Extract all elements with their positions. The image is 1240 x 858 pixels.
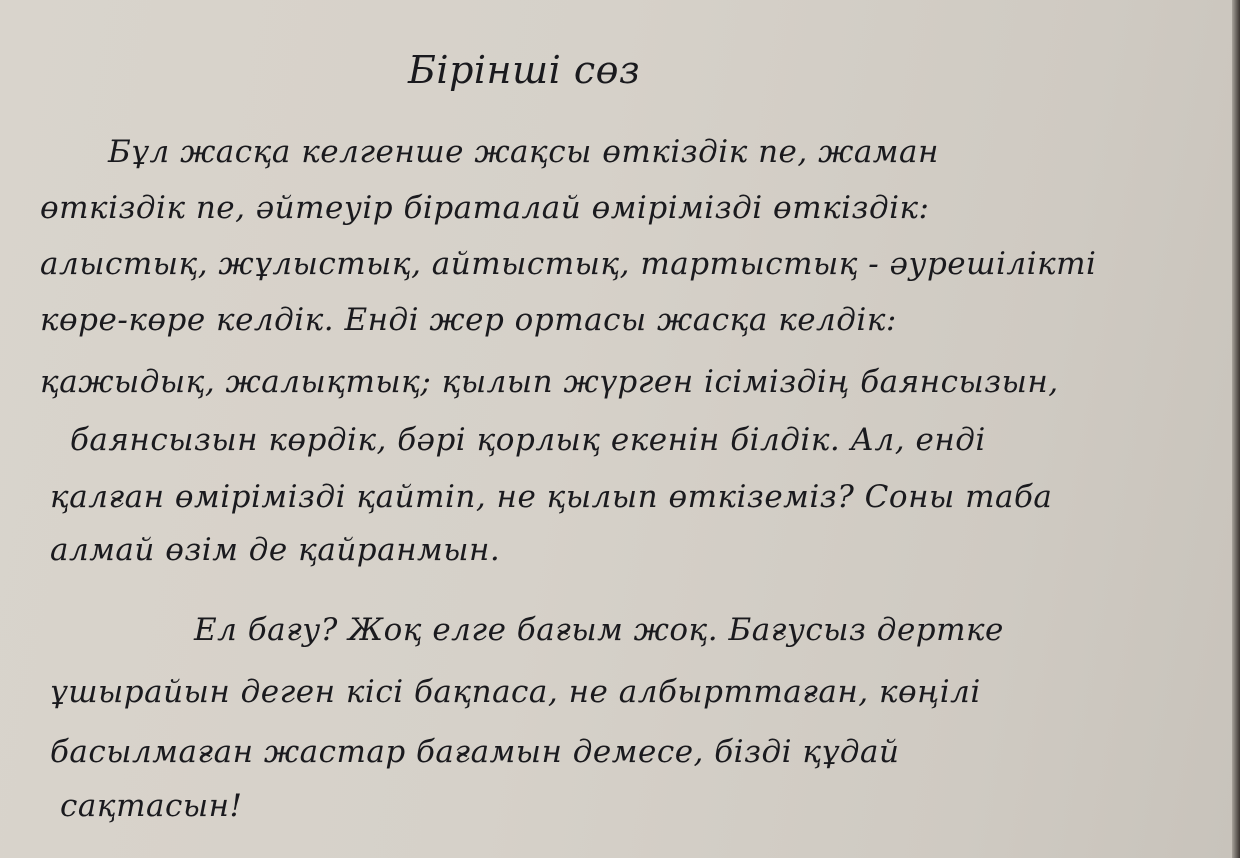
paper-edge-shadow: [1232, 0, 1240, 858]
text-line-8: алмай өзім де қайранмын.: [50, 532, 501, 568]
page-title: Бірінші сөз: [408, 48, 641, 92]
text-line-7: қалған өмірімізді қайтіп, не қылып өткіземіз? Соны таба: [50, 479, 1053, 515]
text-line-5: қажыдық, жалықтық; қылып жүрген ісіміздің баянсызын,: [40, 364, 1059, 400]
text-line-10: ұшырайын деген кісі бақпаса, не албырттаған, көңілі: [50, 674, 981, 710]
text-line-3: алыстық, жұлыстық, айтыстық, тартыстық - әурешілікті: [40, 246, 1097, 282]
text-line-4: көре-көре келдік. Енді жер ортасы жасқа келдік:: [40, 302, 897, 338]
text-line-9: Ел бағу? Жоқ елге бағым жоқ. Бағусыз дертке: [194, 612, 1004, 648]
text-line-6: баянсызын көрдік, бәрі қорлық екенін білдік. Ал, енді: [70, 422, 986, 458]
text-line-1: Бұл жасқа келгенше жақсы өткіздік пе, жаман: [108, 134, 939, 170]
text-line-11: басылмаған жастар бағамын демесе, бізді құдай: [50, 734, 900, 770]
text-line-12: сақтасын!: [60, 788, 243, 824]
text-line-2: өткіздік пе, әйтеуір біраталай өмірімізді өткіздік:: [40, 190, 930, 226]
